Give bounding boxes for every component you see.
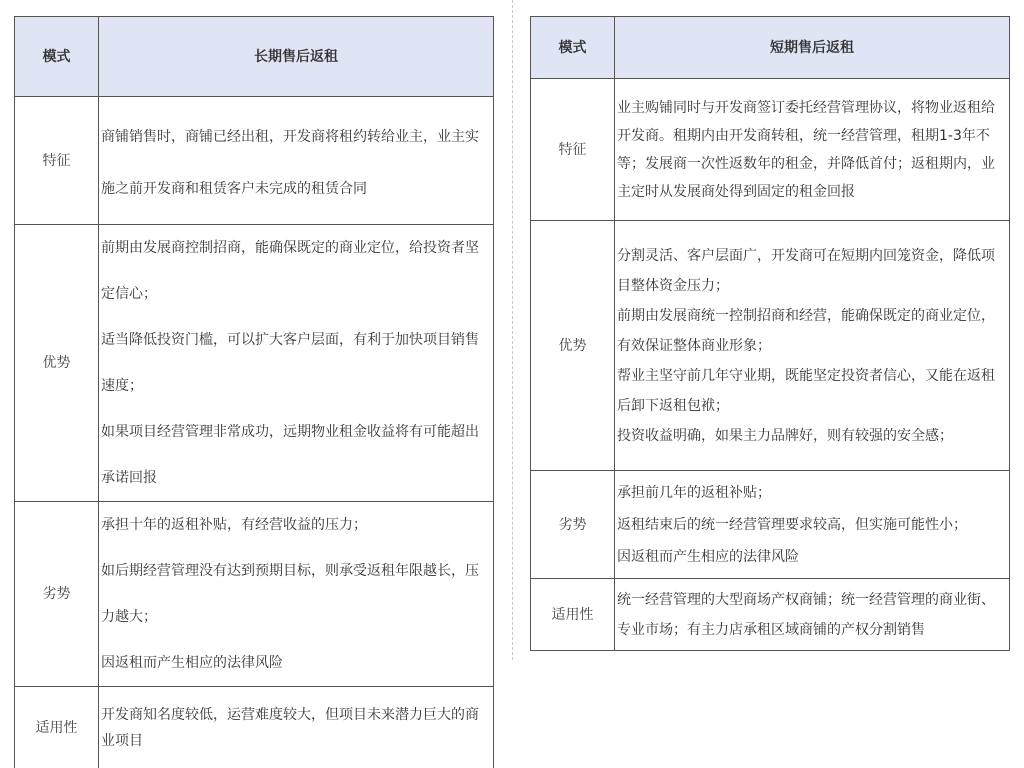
content-line: 投资收益明确，如果主力品牌好，则有较强的安全感；: [617, 427, 953, 444]
table-row-applicability: [531, 579, 1010, 651]
row-label: 优势: [531, 221, 615, 471]
row-content: [615, 579, 1010, 651]
content-line: 因返租而产生相应的法律风险: [101, 655, 283, 671]
mode-header: 模式: [15, 17, 99, 97]
row-label: 特征: [531, 79, 615, 221]
content-line: 返租结束后的统一经营管理要求较高，但实施可能性小；: [617, 516, 967, 533]
column-divider: [512, 0, 513, 660]
row-content: [615, 221, 1010, 471]
content-line: 业主购铺同时与开发商签订委托经营管理协议，将物业返租给开发商。租期内由开发商转租，统一经营管理，租期1-3年不等；发展商一次性返数年的租金，并降低首付；返租期内，业主定时从发展商处得到固定的租金回报: [617, 99, 995, 200]
content-line: 前期由发展商统一控制招商和经营，能确保既定的商业定位，有效保证整体商业形象；: [617, 307, 995, 354]
content-line: 因返租而产生相应的法律风险: [617, 548, 799, 565]
content-line: 承担前几年的返租补贴；: [617, 484, 771, 501]
row-content: [99, 97, 494, 225]
long-term-title: 长期售后返租: [99, 17, 494, 97]
content-line: 前期由发展商控制招商，能确保既定的商业定位，给投资者坚定信心；: [101, 240, 479, 302]
table-row-disadvantages: [15, 502, 494, 687]
table-row-features: [15, 97, 494, 225]
content-line: 统一经营管理的大型商场产权商铺；统一经营管理的商业街、专业市场；有主力店承租区域商铺的产权分割销售: [617, 591, 995, 638]
content-line: 商铺销售时，商铺已经出租，开发商将租约转给业主，业主实施之前开发商和租赁客户未完成的租赁合同: [101, 128, 479, 197]
row-label: 适用性: [15, 687, 99, 768]
row-content: [99, 502, 494, 687]
content-line: 适当降低投资门槛，可以扩大客户层面，有利于加快项目销售速度；: [101, 332, 479, 394]
table-row-applicability: [15, 687, 494, 768]
table-header-row: [15, 17, 494, 97]
long-term-leaseback-table: [14, 16, 494, 768]
table-row-disadvantages: [531, 471, 1010, 579]
content-line: 帮业主坚守前几年守业期，既能坚定投资者信心，又能在返租后卸下返租包袱；: [617, 367, 995, 414]
row-label: 适用性: [531, 579, 615, 651]
row-content: [99, 225, 494, 502]
table-header-row: [531, 17, 1010, 79]
row-label: 劣势: [15, 502, 99, 687]
short-term-title: 短期售后返租: [615, 17, 1010, 79]
content-line: 如后期经营管理没有达到预期目标，则承受返租年限越长，压力越大；: [101, 563, 479, 625]
row-label: 特征: [15, 97, 99, 225]
table-row-advantages: [15, 225, 494, 502]
row-label: 优势: [15, 225, 99, 502]
row-label: 劣势: [531, 471, 615, 579]
content-line: 承担十年的返租补贴，有经营收益的压力；: [101, 517, 367, 533]
mode-header: 模式: [531, 17, 615, 79]
row-content: [99, 687, 494, 768]
table-row-features: [531, 79, 1010, 221]
table-row-advantages: [531, 221, 1010, 471]
row-content: [615, 471, 1010, 579]
content-line: 开发商知名度较低，运营难度较大，但项目未来潜力巨大的商业项目: [101, 706, 479, 749]
content-line: 如果项目经营管理非常成功，远期物业租金收益将有可能超出承诺回报: [101, 424, 479, 486]
short-term-leaseback-table: [530, 16, 1010, 651]
content-line: 分割灵活、客户层面广，开发商可在短期内回笼资金，降低项目整体资金压力；: [617, 247, 995, 294]
row-content: [615, 79, 1010, 221]
